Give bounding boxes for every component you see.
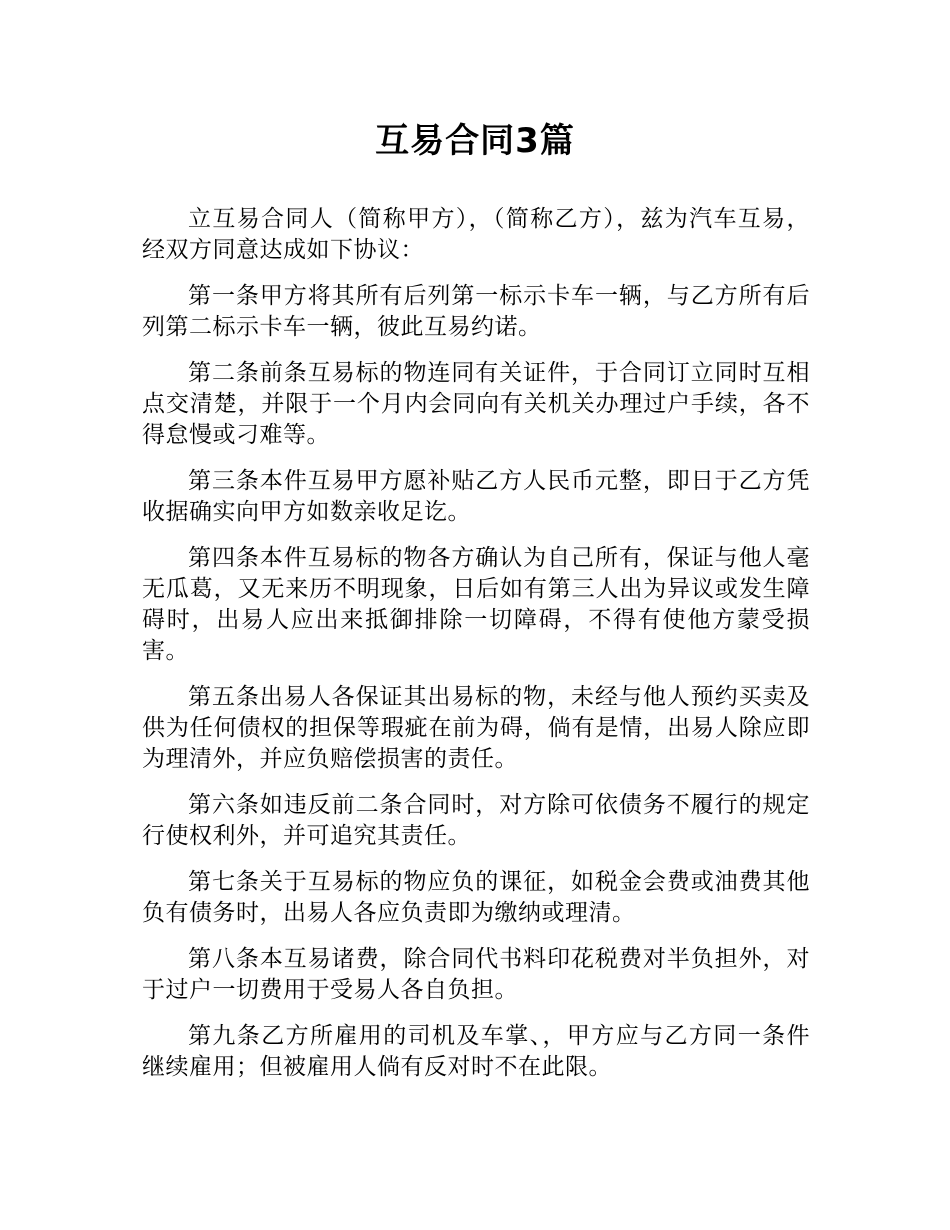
paragraph-article-1: 第一条甲方将其所有后列第一标示卡车一辆，与乙方所有后列第二标示卡车一辆，彼此互易约诺。: [142, 283, 810, 340]
document-body: [142, 204, 810, 1098]
paragraph-article-6: 第六条如违反前二条合同时，对方除可依债务不履行的规定行使权利外，并可追究其责任。: [142, 792, 810, 849]
paragraph-article-5: 第五条出易人各保证其出易标的物，未经与他人预约买卖及供为任何债权的担保等瑕疵在前为碍，倘有是情，出易人除应即为理清外，并应负赔偿损害的责任。: [142, 684, 810, 772]
paragraph-article-2: 第二条前条互易标的物连同有关证件，于合同订立同时互相点交清楚，并限于一个月内会同向有关机关办理过户手续，各不得怠慢或刁难等。: [142, 360, 810, 448]
paragraph-article-7: 第七条关于互易标的物应负的课征，如税金会费或油费其他负有债务时，出易人各应负责即为缴纳或理清。: [142, 869, 810, 926]
paragraph-preamble: 立互易合同人（简称甲方），（简称乙方），兹为汽车互易，经双方同意达成如下协议：: [142, 206, 810, 263]
paragraph-article-4: 第四条本件互易标的物各方确认为自己所有，保证与他人毫无瓜葛，又无来历不明现象，日后如有第三人出为异议或发生障碍时，出易人应出来抵御排除一切障碍，不得有使他方蒙受损害。: [142, 545, 810, 664]
paragraph-article-8: 第八条本互易诸费，除合同代书料印花税费对半负担外，对于过户一切费用于受易人各自负担。: [142, 946, 810, 1003]
paragraph-article-9: 第九条乙方所雇用的司机及车掌、，甲方应与乙方同一条件继续雇用；但被雇用人倘有反对时不在此限。: [142, 1023, 810, 1080]
document-title: 互易合同3篇: [375, 121, 575, 161]
paragraph-article-3: 第三条本件互易甲方愿补贴乙方人民币元整，即日于乙方凭收据确实向甲方如数亲收足讫。: [142, 468, 810, 525]
